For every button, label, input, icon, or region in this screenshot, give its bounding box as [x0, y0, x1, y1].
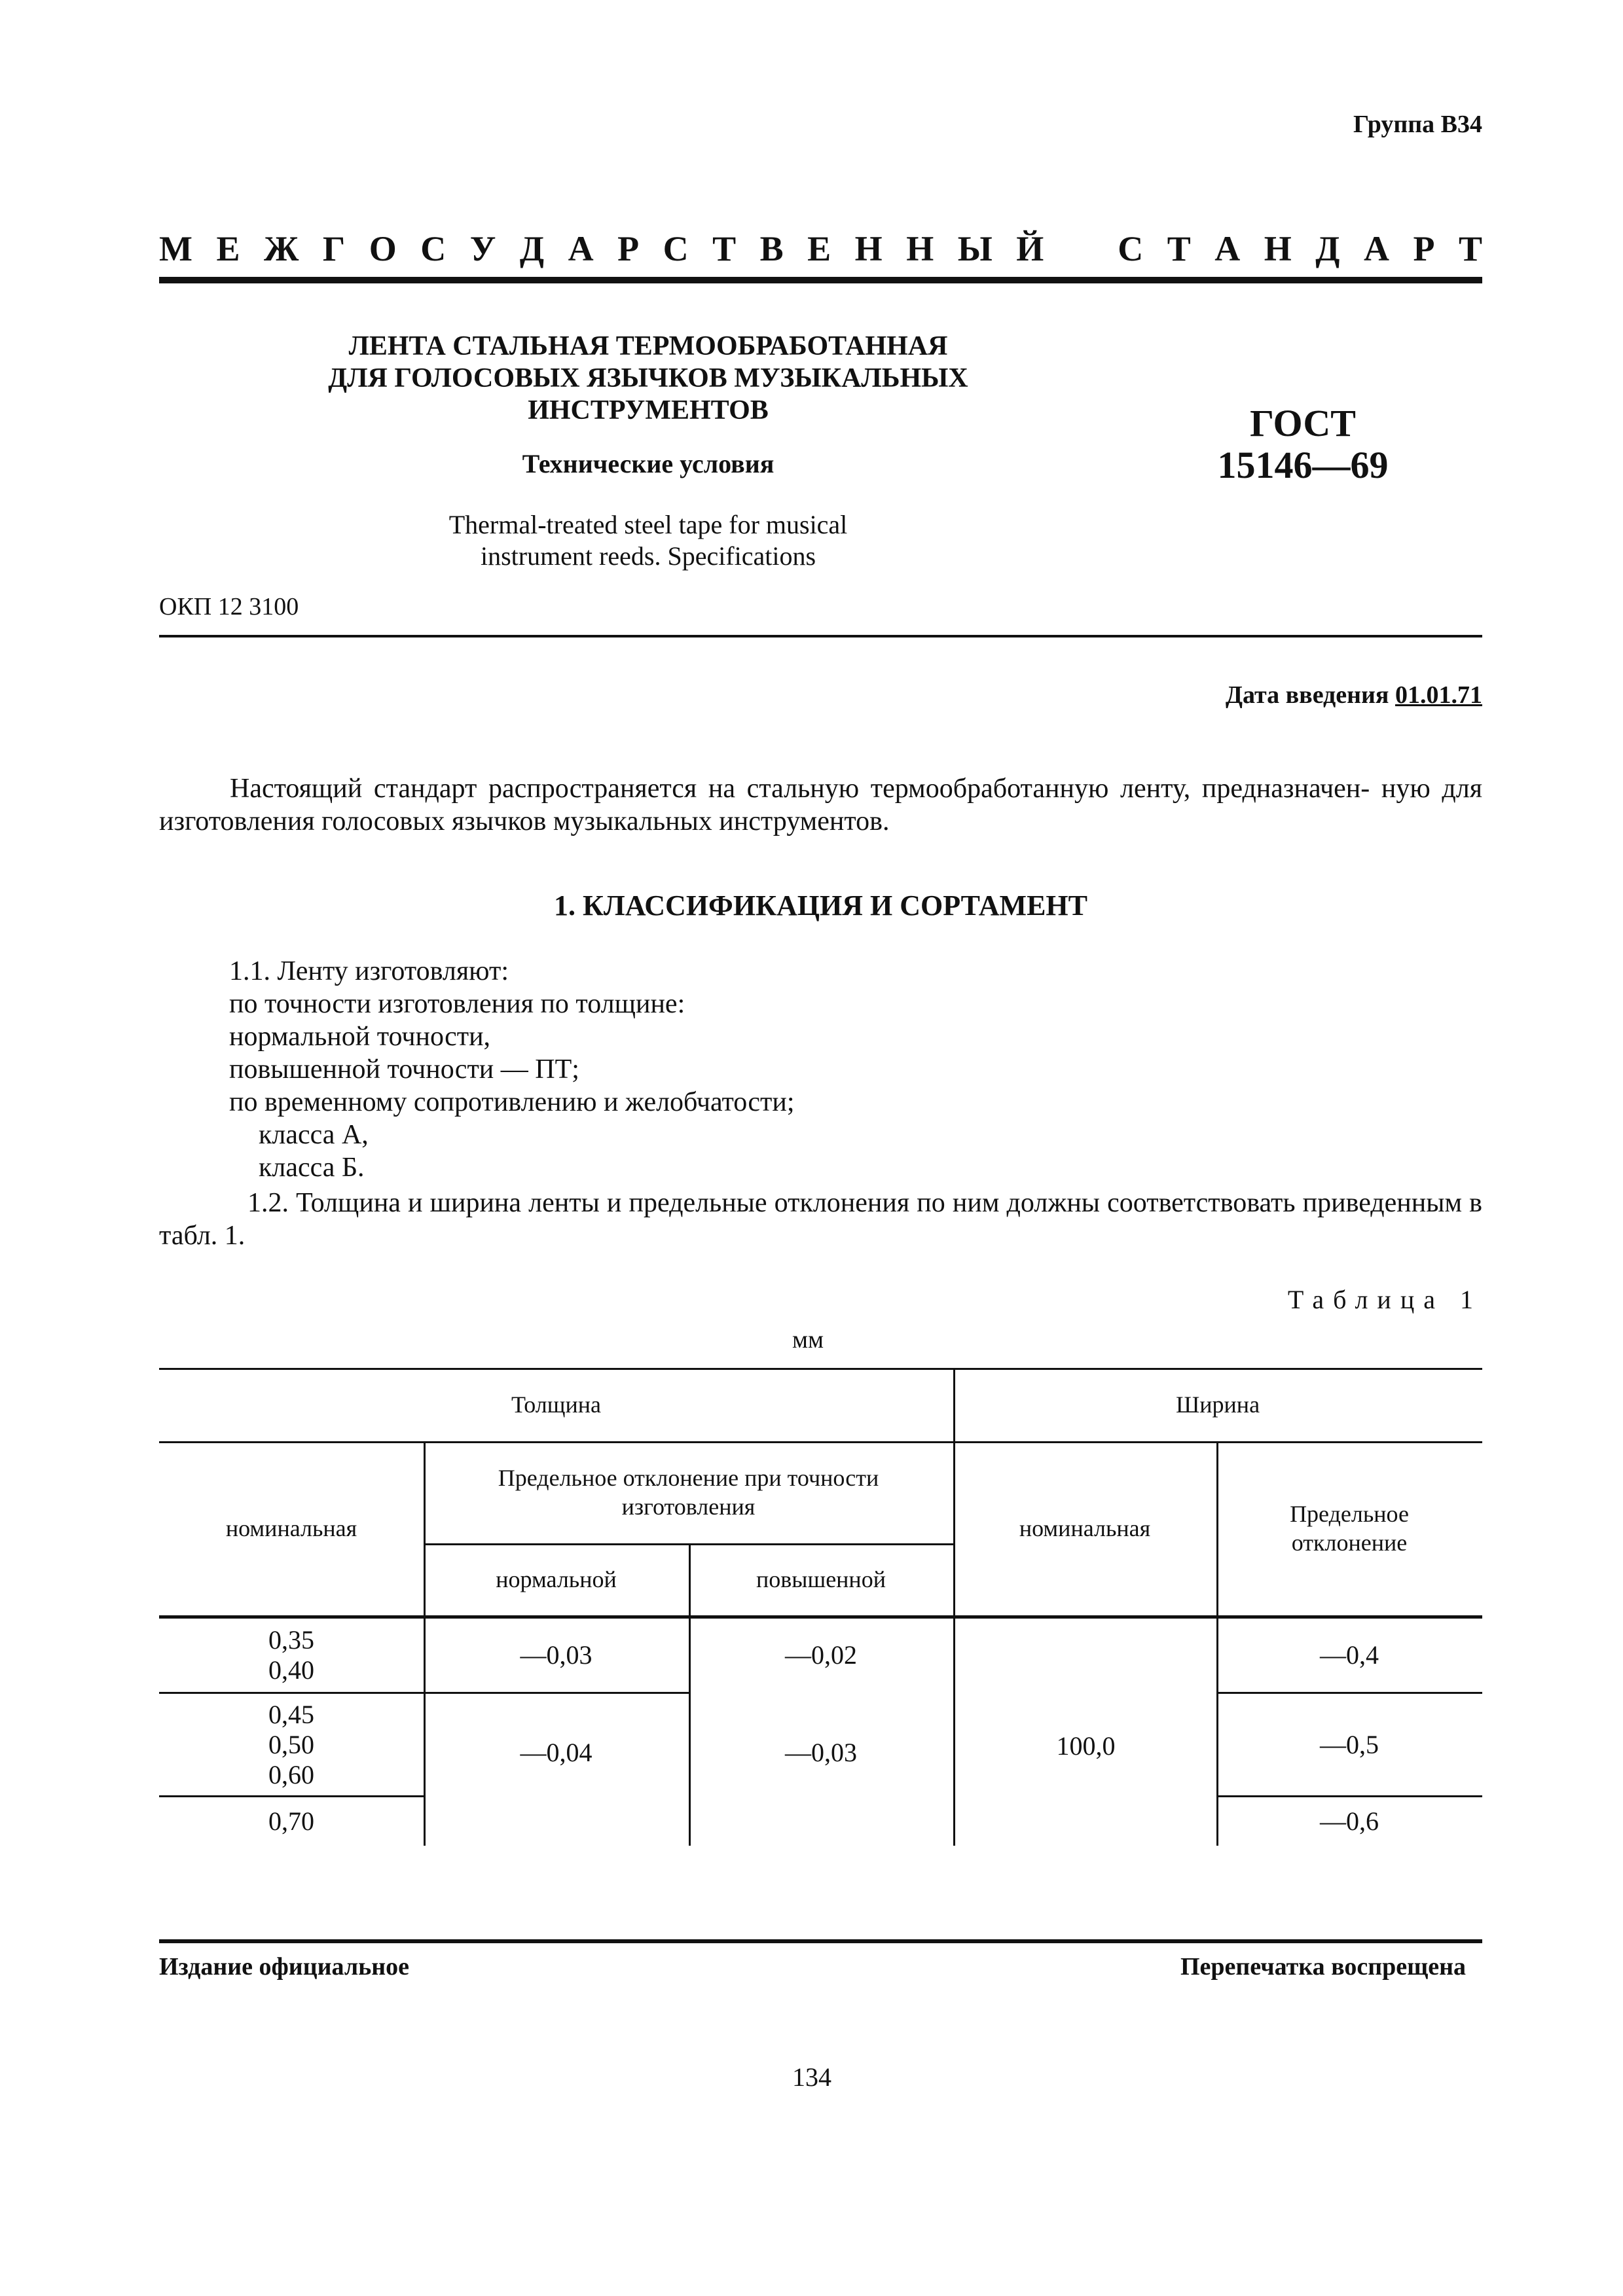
heading-letter: Р — [617, 229, 640, 268]
p12-line: приведенным в табл. 1. — [159, 1188, 1482, 1251]
group-code: Группа В34 — [1353, 111, 1482, 138]
list-line: повышенной точности — ПТ; — [229, 1054, 579, 1085]
okp-code: ОКП 12 3100 — [159, 593, 299, 620]
list-line: 1.1. Ленту изготовляют: — [229, 956, 509, 986]
paragraph-1-2 — [159, 1187, 1482, 1252]
cell-width-nominal: 100,0 — [1056, 1731, 1116, 1761]
heading-letter: С — [663, 229, 689, 268]
title-line: ИНСТРУМЕНТОВ — [528, 395, 769, 425]
list-line: по точности изготовления по толщине: — [229, 989, 685, 1019]
heading-letter: С — [1118, 229, 1144, 268]
table-unit: мм — [792, 1326, 824, 1354]
header-rule — [159, 277, 1482, 283]
standard-type-heading — [159, 226, 1482, 272]
official-edition: Издание официальное — [159, 1953, 410, 1981]
p12-line: 1.2. Толщина и ширина ленты и предельные отклонения по ним должны соответствовать — [247, 1188, 1296, 1218]
heading-letter: У — [469, 229, 496, 268]
header-thickness-nominal: номинальная — [225, 1515, 357, 1541]
header-increased: повышенной — [756, 1566, 886, 1592]
okp-rule — [159, 635, 1482, 637]
title-line: ДЛЯ ГОЛОСОВЫХ ЯЗЫЧКОВ МУЗЫКАЛЬНЫХ — [328, 363, 968, 393]
gost-designation — [1198, 403, 1408, 486]
intro-paragraph — [159, 772, 1482, 838]
intro-line: Настоящий стандарт распространяется на стальную термообработанную ленту, предназначен- — [230, 774, 1370, 804]
table-1 — [159, 1368, 1482, 1846]
heading-letter: Д — [519, 229, 545, 268]
heading-letter: Т — [1458, 229, 1482, 268]
footer-rule — [159, 1939, 1482, 1943]
heading-letter: Н — [854, 229, 883, 268]
heading-letter: С — [420, 229, 447, 268]
heading-letter: Д — [1315, 229, 1340, 268]
cell-thickness: 0,35 0,40 — [268, 1625, 314, 1685]
document-title — [249, 331, 1048, 427]
table-caption: Таблица 1 — [1287, 1285, 1482, 1314]
heading-letter: Е — [807, 229, 831, 268]
heading-letter: А — [1214, 229, 1241, 268]
effective-date — [1226, 681, 1482, 709]
heading-letter: Ы — [957, 229, 993, 268]
cell-width-dev: —0,6 — [1320, 1806, 1379, 1836]
list-line: по временному сопротивлению и желобчатости; — [229, 1087, 795, 1117]
heading-letter: А — [1363, 229, 1389, 268]
heading-letter: А — [568, 229, 594, 268]
gost-number: 15146—69 — [1217, 444, 1389, 486]
list-line: класса Б. — [259, 1153, 365, 1183]
heading-letter: Н — [1264, 229, 1292, 268]
cell-thickness: 0,70 — [268, 1806, 314, 1836]
list-line: нормальной точности, — [229, 1022, 491, 1052]
cell-width-dev: —0,4 — [1320, 1640, 1379, 1670]
header-normal: нормальной — [496, 1566, 617, 1592]
cell-thickness: 0,45 0,50 0,60 — [268, 1699, 314, 1789]
reprint-prohibited: Перепечатка воспрещена — [1180, 1953, 1466, 1981]
heading-letter: Т — [712, 229, 737, 268]
date-label: Дата введения — [1225, 681, 1389, 709]
heading-letter: Й — [1016, 229, 1044, 268]
heading-letter: Г — [322, 229, 346, 268]
english-title-line: Thermal-treated steel tape for musical — [448, 510, 848, 539]
cell-normal-dev: —0,03 — [520, 1640, 593, 1670]
cell-increased-dev: —0,03 — [785, 1738, 857, 1767]
cell-normal-dev: —0,04 — [520, 1738, 593, 1767]
header-width: Ширина — [1175, 1391, 1260, 1418]
page-number: 134 — [792, 2062, 831, 2092]
heading-letter: Н — [906, 229, 934, 268]
header-deviation-precision: Предельное отклонение при точности изготовления — [498, 1465, 879, 1520]
cell-width-dev: —0,5 — [1320, 1729, 1379, 1759]
heading-letter: Ж — [264, 229, 299, 268]
intro-line: ную для изготовления голосовых язычков музыкальных инструментов. — [159, 774, 1483, 836]
heading-letter: Р — [1413, 229, 1435, 268]
cell-increased-dev: —0,02 — [785, 1640, 857, 1670]
date-value: 01.01.71 — [1395, 681, 1482, 709]
english-title — [249, 509, 1048, 572]
document-subtitle: Технические условия — [522, 449, 775, 478]
heading-letter: О — [369, 229, 397, 268]
heading-letter: Т — [1167, 229, 1191, 268]
heading-letter: Е — [216, 229, 240, 268]
title-line: ЛЕНТА СТАЛЬНАЯ ТЕРМООБРАБОТАННАЯ — [348, 331, 948, 361]
header-thickness: Толщина — [511, 1391, 601, 1418]
english-title-line: instrument reeds. Specifications — [480, 541, 816, 571]
list-line: класса А, — [259, 1120, 369, 1150]
heading-letter: М — [159, 229, 192, 268]
heading-letter: В — [759, 229, 784, 268]
section-title: 1. КЛАССИФИКАЦИЯ И СОРТАМЕНТ — [554, 889, 1087, 922]
gost-label: ГОСТ — [1250, 402, 1356, 444]
header-width-nominal: номинальная — [1019, 1515, 1151, 1541]
header-width-deviation: Предельное отклонение — [1290, 1501, 1409, 1556]
